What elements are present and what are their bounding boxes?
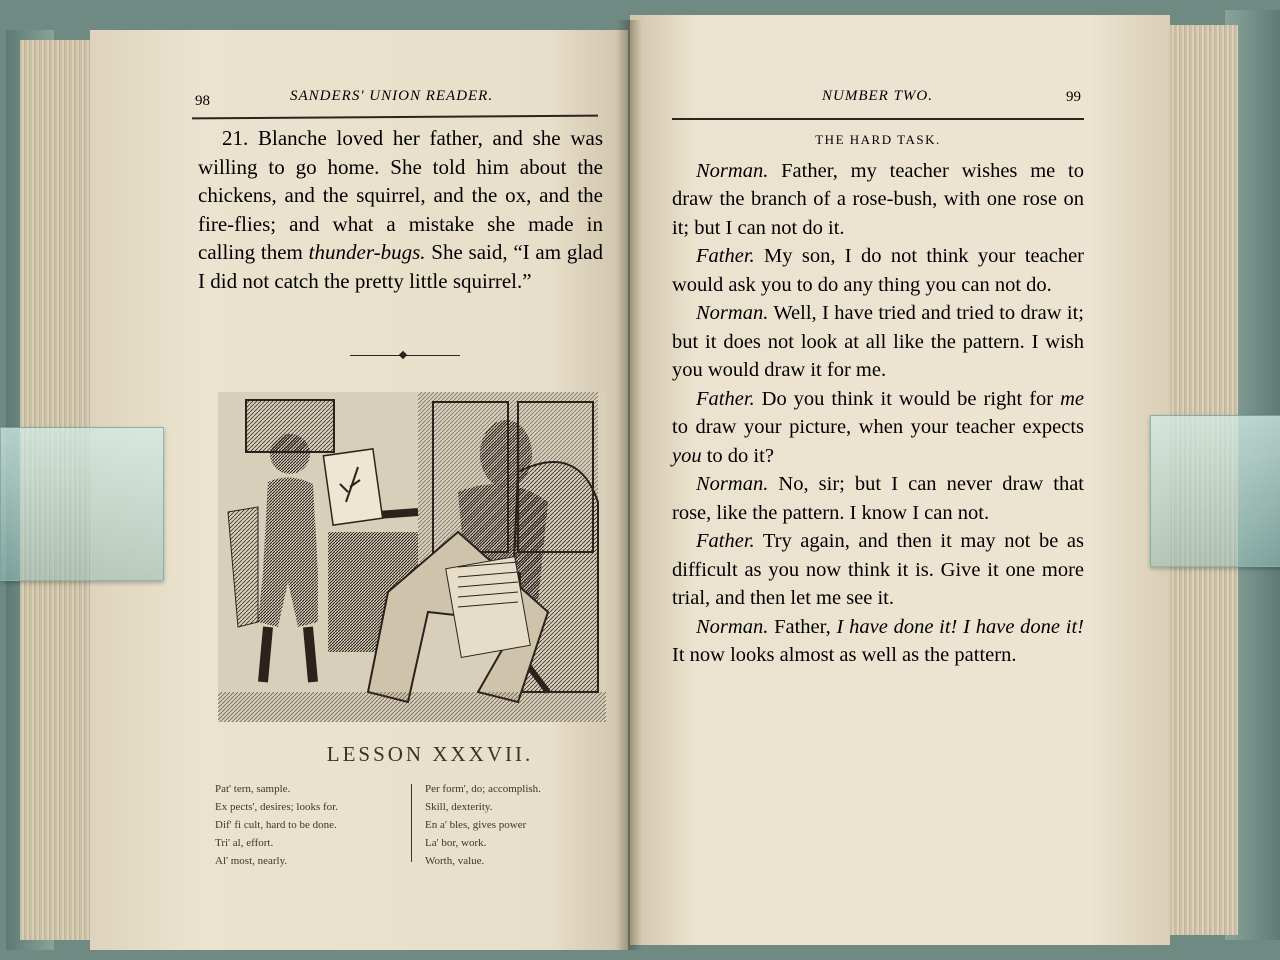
vocabulary-item: Ex pects', desires; looks for. <box>215 801 338 813</box>
dialogue-line <box>672 299 1084 385</box>
dialogue-text: me <box>1060 387 1084 410</box>
glass-page-weight-left <box>0 427 164 581</box>
dialogue-text: Father, <box>768 615 837 638</box>
dialogue-line <box>672 385 1084 471</box>
vocabulary-list-right <box>425 780 541 870</box>
paragraph-text-end: She said, “I am glad I did not catch the pretty little squirrel.” <box>198 240 604 293</box>
speaker-name: Father. <box>696 530 755 552</box>
dialogue-text: Try again, and then it may not be as difficult as you now think it is. Give it one more trial, and then let me see it. <box>672 530 1084 609</box>
dialogue-text: My son, I do not think your teacher would ask you to do any thing you can not do. <box>672 245 1084 296</box>
dialogue-line <box>672 242 1084 299</box>
dialogue-text: No, sir; but I can never draw that rose, like the pattern. I know I can not. <box>672 473 1084 524</box>
right-body-text <box>672 126 1084 670</box>
vocabulary-item: Worth, value. <box>425 855 485 867</box>
speaker-name: Father. <box>696 387 755 410</box>
dialogue-text: I have done it! I have done it! <box>836 615 1084 638</box>
engraving-illustration <box>218 392 606 722</box>
running-head-right: NUMBER TWO. <box>822 88 933 104</box>
dialogue-line <box>672 157 1084 243</box>
dialogue-line <box>672 470 1084 527</box>
page-number-right: 99 <box>1066 89 1081 105</box>
dialogue <box>672 157 1084 670</box>
lesson-heading: LESSON XXXVII. <box>326 742 534 766</box>
vocabulary-item: Dif' fi cult, hard to be done. <box>215 819 337 831</box>
vocabulary-item: Skill, dexterity. <box>425 801 493 813</box>
speaker-name: Father. <box>696 245 755 267</box>
dialogue-text: Father, my teacher wishes me to draw the branch of a rose-bush, with one rose on it; but I can not do it. <box>672 159 1084 239</box>
glass-page-weight-right <box>1150 415 1280 567</box>
paragraph-italic: thunder-bugs. <box>308 240 426 264</box>
vocabulary-list-left <box>215 780 338 870</box>
dialogue-line <box>672 527 1084 613</box>
speaker-name: Norman. <box>696 159 769 182</box>
dialogue-line <box>672 613 1084 670</box>
speaker-name: Norman. <box>696 615 769 638</box>
dialogue-text: to do it? <box>701 444 774 467</box>
dialogue-text: you <box>672 444 702 467</box>
dialogue-text: Well, I have tried and tried to draw it; but it does not look at all like the pattern. I wish you would draw it for me. <box>672 302 1084 381</box>
vocabulary-item: Per form', do; accomplish. <box>425 783 541 795</box>
dialogue-text: to draw your picture, when your teacher expects <box>672 416 1084 438</box>
dialogue-text: Do you think it would be right for <box>754 387 1061 410</box>
vocabulary-item: La' bor, work. <box>425 837 487 849</box>
running-head-left: SANDERS' UNION READER. <box>290 88 494 104</box>
speaker-name: Norman. <box>696 302 769 324</box>
dialogue-text: It now looks almost as well as the pattern. <box>672 644 1017 666</box>
paragraph-text: 21. Blanche loved her father, and she was willing to go home. She told him about the chickens, and the squirrel, and the ox, and the fire-flies; and what a mistake she made in calling them <box>198 126 603 264</box>
vocabulary-item: Tri' al, effort. <box>215 837 274 849</box>
vocabulary-item: Pat' tern, sample. <box>215 783 291 795</box>
lesson-title: THE HARD TASK. <box>815 132 941 147</box>
book-gutter <box>616 20 642 950</box>
page-number-left: 98 <box>195 93 210 109</box>
vocabulary-item: Al' most, nearly. <box>215 855 288 867</box>
vocabulary-divider <box>411 784 412 862</box>
header-rule-right <box>672 118 1084 120</box>
vocabulary-item: En a' bles, gives power <box>425 819 527 831</box>
left-body-text <box>198 124 603 295</box>
speaker-name: Norman. <box>696 473 769 495</box>
